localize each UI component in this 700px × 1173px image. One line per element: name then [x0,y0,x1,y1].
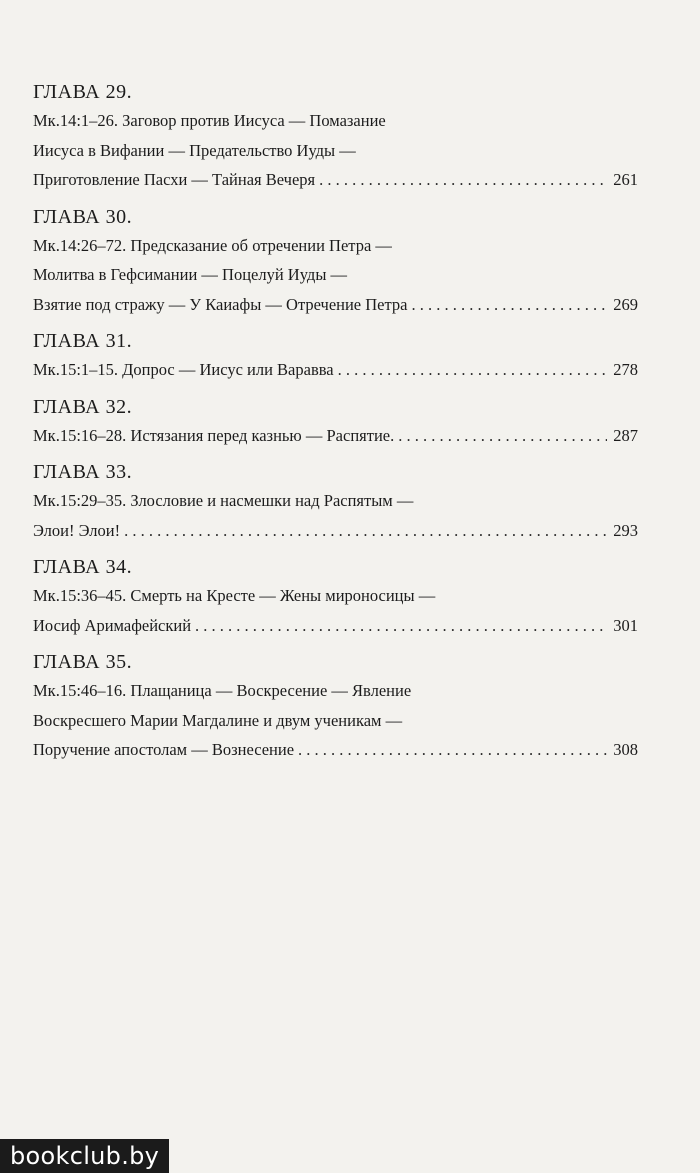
chapter-heading: ГЛАВА 35. [33,651,133,673]
chapter-heading: ГЛАВА 32. [33,395,133,418]
dot-leader [319,165,607,195]
toc-entry [33,516,638,546]
page-number: 301 [613,615,638,635]
chapter-heading: ГЛАВА 31. [33,330,133,352]
toc-line: Мк.14:26–72. Предсказание об отречении Петра — [33,235,392,255]
toc-chapter [33,391,638,451]
toc-line: Иисуса в Вифании — Предательство Иуды — [33,140,356,160]
dot-leader [298,735,607,765]
toc-entry [33,421,638,451]
chapter-heading: ГЛАВА 34. [33,556,133,578]
toc-line: Мк.15:46–16. Плащаница — Воскресение — Явление [33,681,412,700]
toc-line: Взятие под стражу — У Каиафы — Отречение Петра [33,294,408,314]
chapter-heading: ГЛАВА 29. [33,81,133,103]
toc-line: Иосиф Аримафейский [33,615,192,635]
page-number: 308 [613,740,638,759]
table-of-contents [33,76,638,771]
page-number: 269 [613,294,638,314]
chapter-heading: ГЛАВА 33. [33,461,133,483]
toc-chapter [33,646,638,765]
toc-chapter [33,551,638,640]
toc-chapter [33,456,638,545]
toc-line: Мк.15:29–35. Злословие и насмешки над Распятым — [33,491,414,510]
site-watermark: bookclub.by [0,1139,169,1173]
toc-line: Мк.14:1–26. Заговор против Иисуса — Помазание [33,111,386,130]
toc-line: Приготовление Пасхи — Тайная Вечеря [33,170,316,189]
toc-line: Мк.15:36–45. Смерть на Кресте — Жены мироносицы — [33,586,436,605]
toc-chapter [33,325,638,385]
page-number: 278 [613,360,638,379]
toc-chapter [33,76,638,195]
page-number: 261 [613,170,638,189]
page-number: 293 [613,520,638,540]
toc-entry [33,735,638,765]
chapter-heading: ГЛАВА 30. [33,205,133,228]
dot-leader [195,611,607,641]
dot-leader [338,355,608,385]
toc-chapter [33,201,638,320]
toc-line: Мк.15:16–28. Истязания перед казнью — Распятие. [33,425,395,445]
toc-line: Мк.15:1–15. Допрос — Иисус или Варавва [33,360,334,379]
page-number: 287 [613,425,638,445]
toc-line: Воскресшего Марии Магдалине и двум ученикам — [33,710,403,730]
dot-leader [398,421,607,451]
toc-line: Элои! Элои! [33,520,121,540]
dot-leader [411,290,607,320]
toc-entry [33,611,638,641]
dot-leader [124,516,607,546]
toc-line: Поручение апостолам — Вознесение [33,740,295,759]
toc-line: Молитва в Гефсимании — Поцелуй Иуды — [33,265,348,284]
toc-entry [33,290,638,320]
toc-entry [33,165,638,195]
toc-entry [33,355,638,385]
